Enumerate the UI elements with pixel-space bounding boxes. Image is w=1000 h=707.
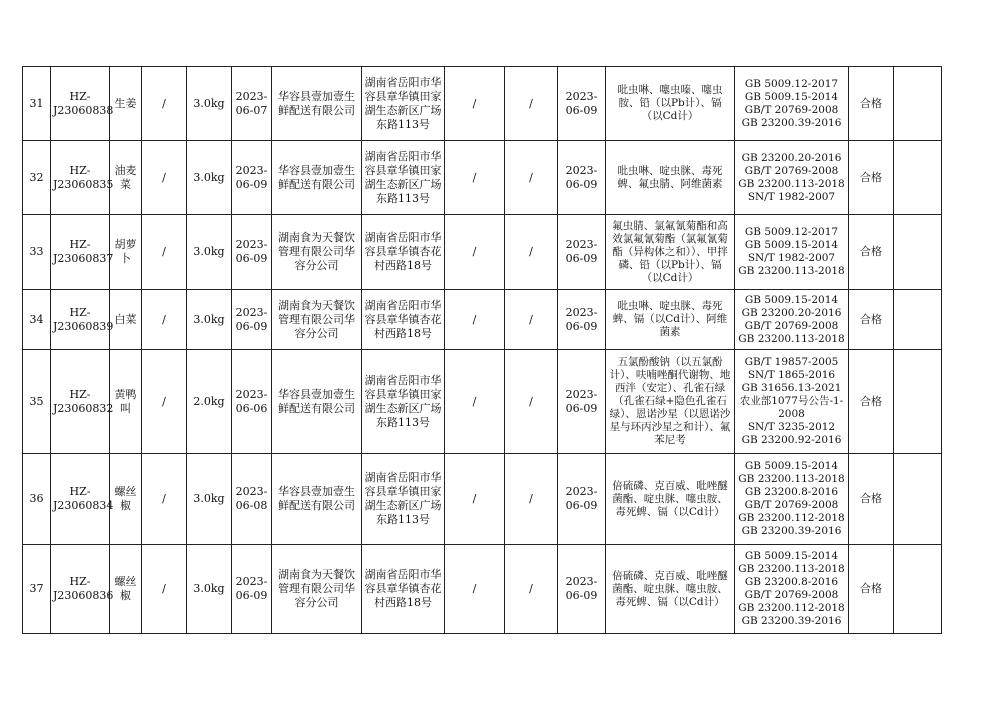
sample-name — [110, 290, 142, 350]
manufacturer-address-cell-text: / — [529, 96, 533, 110]
sample-code-text: HZ-J23060837 — [53, 238, 114, 265]
production-date-text: 2023-06-09 — [235, 163, 268, 191]
row-number-text: 34 — [29, 312, 44, 326]
supplier-address — [362, 215, 445, 290]
standard-line: GB 23200.39-2016 — [741, 525, 842, 537]
spec-cell-text: / — [162, 245, 166, 258]
standard-line: GB/T 20769-2008 — [744, 103, 839, 116]
manufacturer-cell — [445, 67, 505, 141]
row-number — [23, 350, 51, 454]
sample-code-text: HZ-J23060836 — [53, 575, 114, 602]
standard-line: GB 23200.113-2018 — [738, 332, 845, 345]
test-items-text: 倍硫磷、克百威、吡唑醚菌酯、啶虫脒、噻虫胺、毒死蜱、镉（以Cd计） — [612, 479, 728, 518]
supplier-company-text: 湖南食为天餐饮管理有限公司华容分公司 — [278, 298, 355, 340]
sample-quantity — [187, 67, 232, 141]
test-result-text: 合格 — [860, 312, 882, 326]
standard-line: GB 23200.112-2018 — [738, 512, 845, 524]
manufacturer-cell-text: / — [472, 96, 477, 110]
sample-name — [110, 454, 142, 545]
test-items — [606, 545, 735, 634]
manufacturer-cell-text: / — [472, 170, 477, 184]
sample-name — [110, 350, 142, 454]
standard-line: GB 23200.20-2016 — [741, 306, 842, 319]
spec-cell — [142, 290, 187, 350]
manufacturer-cell — [445, 141, 505, 215]
standard-line: 农业部1077号公告-1-2008 — [739, 395, 844, 420]
test-items-text: 吡虫啉、啶虫脒、毒死蜱、镉（以Cd计）、阿维菌素 — [612, 300, 728, 338]
sample-quantity-text: 3.0kg — [193, 312, 225, 326]
test-date-text: 2023-06-09 — [565, 238, 598, 265]
supplier-address — [362, 67, 445, 141]
manufacturer-cell — [445, 290, 505, 350]
supplier-company — [272, 67, 362, 141]
production-date — [232, 545, 272, 634]
test-date-text: 2023-06-09 — [565, 485, 598, 512]
test-date-text: 2023-06-09 — [565, 163, 598, 191]
test-items — [606, 454, 735, 545]
supplier-company-text: 华容县壹加壹生鲜配送有限公司 — [278, 89, 355, 117]
production-date-text: 2023-06-06 — [235, 387, 268, 415]
supplier-company-text: 湖南食为天餐饮管理有限公司华容分公司 — [278, 231, 355, 272]
sample-name — [110, 215, 142, 290]
test-date-text: 2023-06-09 — [565, 89, 598, 117]
supplier-company — [272, 350, 362, 454]
test-result — [849, 67, 894, 141]
test-result-text: 合格 — [860, 170, 882, 184]
manufacturer-address-cell-text: / — [529, 170, 533, 184]
supplier-address — [362, 141, 445, 215]
manufacturer-address-cell — [505, 141, 558, 215]
test-result-text: 合格 — [860, 582, 882, 595]
spec-cell-text: / — [162, 492, 166, 505]
spec-cell — [142, 350, 187, 454]
sample-code-text: HZ-J23060835 — [53, 163, 114, 191]
standard-line: GB 5009.15-2014 — [744, 550, 839, 562]
test-result — [849, 141, 894, 215]
sample-code — [51, 67, 114, 141]
sample-name — [110, 545, 142, 634]
sample-quantity — [187, 545, 232, 634]
test-items-text: 吡虫啉、啶虫脒、毒死蜱、氟虫腈、阿维菌素 — [617, 164, 723, 190]
standard-line: GB 23200.112-2018 — [738, 602, 845, 614]
standard-line: GB 23200.113-2018 — [738, 473, 845, 485]
standard-line: GB 23200.113-2018 — [738, 177, 845, 190]
manufacturer-address-cell — [505, 545, 558, 634]
sample-code — [51, 215, 114, 290]
standard-line: GB 5009.15-2014 — [744, 90, 839, 103]
test-result-text: 合格 — [860, 96, 882, 110]
spec-cell-text: / — [162, 394, 166, 408]
standard-line: GB 5009.12-2017 — [744, 77, 839, 90]
test-items-text: 倍硫磷、克百威、吡唑醚菌酯、啶虫脒、噻虫胺、毒死蜱、镉（以Cd计） — [612, 569, 728, 608]
table-row — [23, 545, 942, 634]
supplier-address — [362, 454, 445, 545]
supplier-address-text: 湖南省岳阳市华容县章华镇田家湖生态新区广场东路113号 — [364, 373, 442, 429]
row-number — [23, 290, 51, 350]
test-items-text: 五氯酚酸钠（以五氯酚计）、呋喃唑酮代谢物、地西泮（安定）、孔雀石绿（孔雀石绿+隐色孔雀石绿）、恩诺沙星（以恩诺沙星与环丙沙星之和计）、氟苯尼考 — [609, 356, 731, 446]
manufacturer-cell-text: / — [472, 245, 477, 258]
manufacturer-address-cell — [505, 350, 558, 454]
manufacturer-cell-text: / — [472, 394, 477, 408]
manufacturer-cell — [445, 215, 505, 290]
spec-cell — [142, 67, 187, 141]
sample-quantity — [187, 215, 232, 290]
production-date — [232, 215, 272, 290]
test-result — [849, 545, 894, 634]
manufacturer-address-cell-text: / — [529, 582, 533, 595]
manufacturer-address-cell-text: / — [529, 312, 533, 326]
spec-cell-text: / — [162, 312, 166, 326]
test-date-text: 2023-06-09 — [565, 575, 598, 602]
test-items — [606, 67, 735, 141]
manufacturer-address-cell — [505, 67, 558, 141]
production-date — [232, 141, 272, 215]
test-standards — [735, 141, 849, 215]
standard-line: GB/T 20769-2008 — [744, 319, 839, 332]
test-result-text: 合格 — [860, 492, 882, 505]
test-date — [558, 545, 606, 634]
supplier-address-text: 湖南省岳阳市华容县章华镇田家湖生态新区广场东路113号 — [364, 149, 442, 205]
row-number — [23, 141, 51, 215]
sample-code-text: HZ-J23060832 — [53, 387, 114, 415]
test-date-text: 2023-06-09 — [565, 305, 598, 333]
standard-line: GB 23200.8-2016 — [744, 486, 839, 498]
manufacturer-address-cell — [505, 290, 558, 350]
sample-code — [51, 290, 114, 350]
table-row — [23, 454, 942, 545]
remarks-cell — [894, 141, 942, 215]
sample-code-text: HZ-J23060838 — [53, 89, 114, 117]
test-date — [558, 141, 606, 215]
spec-cell-text: / — [162, 582, 166, 595]
manufacturer-address-cell-text: / — [529, 492, 533, 505]
spec-cell-text: / — [162, 170, 166, 184]
row-number — [23, 215, 51, 290]
production-date-text: 2023-06-09 — [235, 305, 268, 333]
row-number-text: 37 — [29, 582, 44, 595]
test-date — [558, 67, 606, 141]
sample-code — [51, 141, 114, 215]
sample-quantity-text: 3.0kg — [193, 245, 225, 258]
test-result — [849, 454, 894, 545]
spec-cell — [142, 215, 187, 290]
row-number-text: 33 — [29, 245, 44, 258]
test-date — [558, 215, 606, 290]
test-standards — [735, 290, 849, 350]
manufacturer-cell-text: / — [472, 582, 477, 595]
sample-code — [51, 350, 114, 454]
production-date-text: 2023-06-08 — [235, 485, 268, 512]
supplier-company — [272, 454, 362, 545]
sample-name-text: 胡萝卜 — [114, 238, 137, 265]
spec-cell — [142, 141, 187, 215]
standard-line: GB 23200.39-2016 — [741, 116, 842, 129]
standard-line: SN/T 3235-2012 — [747, 421, 836, 433]
test-result — [849, 215, 894, 290]
row-number-text: 35 — [29, 394, 44, 408]
supplier-address — [362, 545, 445, 634]
sample-quantity — [187, 350, 232, 454]
production-date — [232, 67, 272, 141]
remarks-cell — [894, 290, 942, 350]
sample-code — [51, 545, 114, 634]
row-number-text: 31 — [29, 96, 44, 110]
test-date-text: 2023-06-09 — [565, 387, 598, 415]
test-result — [849, 350, 894, 454]
table-body — [23, 67, 942, 634]
test-standards — [735, 215, 849, 290]
standard-line: GB 23200.92-2016 — [741, 434, 842, 446]
spec-cell — [142, 545, 187, 634]
supplier-company — [272, 290, 362, 350]
table-row — [23, 290, 942, 350]
test-items — [606, 215, 735, 290]
spec-cell-text: / — [162, 96, 166, 110]
test-standards — [735, 67, 849, 141]
remarks-cell — [894, 67, 942, 141]
supplier-company-text: 湖南食为天餐饮管理有限公司华容分公司 — [278, 568, 355, 609]
sample-quantity-text: 3.0kg — [193, 492, 225, 505]
test-items — [606, 141, 735, 215]
standard-line: GB 23200.8-2016 — [744, 576, 839, 588]
sample-code — [51, 454, 114, 545]
standard-line: SN/T 1865-2016 — [747, 369, 836, 381]
manufacturer-cell — [445, 350, 505, 454]
sample-name-text: 生姜 — [114, 96, 137, 110]
production-date-text: 2023-06-09 — [235, 238, 268, 265]
standard-line: GB 5009.15-2014 — [744, 293, 839, 306]
sample-quantity-text: 2.0kg — [193, 394, 225, 408]
standard-line: GB/T 20769-2008 — [744, 499, 839, 511]
sample-quantity-text: 3.0kg — [193, 582, 225, 595]
test-items-text: 吡虫啉、噻虫嗪、噻虫胺、铅（以Pb计）、镉（以Cd计） — [617, 84, 723, 122]
sample-name — [110, 67, 142, 141]
supplier-company-text: 华容县壹加壹生鲜配送有限公司 — [278, 163, 355, 191]
standard-line: GB 31656.13-2021 — [741, 382, 842, 394]
supplier-company — [272, 215, 362, 290]
remarks-cell — [894, 454, 942, 545]
test-result-text: 合格 — [860, 245, 882, 258]
test-standards — [735, 545, 849, 634]
test-date — [558, 290, 606, 350]
production-date — [232, 350, 272, 454]
supplier-company-text: 华容县壹加壹生鲜配送有限公司 — [278, 485, 355, 512]
test-items-text: 氟虫腈、氯氟氰菊酯和高效氯氟氰菊酯（氯氟氰菊酯（异构体之和））、甲拌磷、铅（以Pb计）、镉（以Cd计） — [612, 219, 728, 284]
standard-line: SN/T 1982-2007 — [747, 190, 836, 203]
sample-name-text: 黄鸭叫 — [114, 387, 137, 415]
test-items — [606, 290, 735, 350]
supplier-address-text: 湖南省岳阳市华容县章华镇田家湖生态新区广场东路113号 — [364, 75, 442, 131]
sample-code-text: HZ-J23060839 — [53, 305, 114, 333]
table-row — [23, 67, 942, 141]
manufacturer-cell-text: / — [472, 492, 477, 505]
remarks-cell — [894, 350, 942, 454]
table-row — [23, 215, 942, 290]
standard-line: GB 23200.113-2018 — [738, 563, 845, 575]
test-date — [558, 350, 606, 454]
row-number — [23, 67, 51, 141]
row-number-text: 32 — [29, 170, 44, 184]
sample-name-text: 螺丝椒 — [114, 575, 137, 602]
remarks-cell — [894, 215, 942, 290]
production-date-text: 2023-06-09 — [235, 575, 268, 602]
standard-line: GB/T 20769-2008 — [744, 589, 839, 601]
inspection-table — [22, 66, 942, 634]
sample-code-text: HZ-J23060834 — [53, 485, 114, 512]
sample-quantity — [187, 290, 232, 350]
supplier-address-text: 湖南省岳阳市华容县章华镇杏花村西路18号 — [364, 231, 442, 272]
standard-line: GB 23200.39-2016 — [741, 615, 842, 627]
spec-cell — [142, 454, 187, 545]
standard-line: GB 5009.15-2014 — [744, 239, 839, 251]
production-date-text: 2023-06-07 — [235, 89, 268, 117]
manufacturer-cell-text: / — [472, 312, 477, 326]
sample-quantity-text: 3.0kg — [193, 96, 225, 110]
supplier-company — [272, 141, 362, 215]
supplier-address-text: 湖南省岳阳市华容县章华镇杏花村西路18号 — [364, 568, 442, 609]
row-number — [23, 454, 51, 545]
sample-name-text: 螺丝椒 — [114, 485, 137, 512]
supplier-address-text: 湖南省岳阳市华容县章华镇田家湖生态新区广场东路113号 — [364, 471, 442, 526]
test-result — [849, 290, 894, 350]
test-items — [606, 350, 735, 454]
sample-name-text: 油麦菜 — [114, 163, 137, 191]
sample-quantity-text: 3.0kg — [193, 170, 225, 184]
standard-line: GB 5009.15-2014 — [744, 460, 839, 472]
supplier-address-text: 湖南省岳阳市华容县章华镇杏花村西路18号 — [364, 298, 442, 340]
table-row — [23, 141, 942, 215]
supplier-address — [362, 350, 445, 454]
manufacturer-address-cell — [505, 215, 558, 290]
production-date — [232, 454, 272, 545]
standard-line: GB 23200.20-2016 — [741, 151, 842, 164]
standard-line: GB 23200.113-2018 — [738, 265, 845, 277]
manufacturer-address-cell — [505, 454, 558, 545]
row-number-text: 36 — [29, 492, 44, 505]
test-standards — [735, 454, 849, 545]
manufacturer-address-cell-text: / — [529, 394, 533, 408]
sample-name-text: 白菜 — [114, 312, 137, 326]
standard-line: SN/T 1982-2007 — [747, 252, 836, 264]
supplier-company — [272, 545, 362, 634]
sample-quantity — [187, 141, 232, 215]
standard-line: GB/T 19857-2005 — [744, 356, 839, 368]
manufacturer-cell — [445, 454, 505, 545]
sample-name — [110, 141, 142, 215]
standard-line: GB/T 20769-2008 — [744, 164, 839, 177]
manufacturer-cell — [445, 545, 505, 634]
test-date — [558, 454, 606, 545]
row-number — [23, 545, 51, 634]
remarks-cell — [894, 545, 942, 634]
manufacturer-address-cell-text: / — [529, 245, 533, 258]
supplier-address — [362, 290, 445, 350]
production-date — [232, 290, 272, 350]
test-standards — [735, 350, 849, 454]
sample-quantity — [187, 454, 232, 545]
test-result-text: 合格 — [860, 394, 882, 408]
standard-line: GB 5009.12-2017 — [744, 226, 839, 238]
supplier-company-text: 华容县壹加壹生鲜配送有限公司 — [278, 387, 355, 415]
table-row — [23, 350, 942, 454]
